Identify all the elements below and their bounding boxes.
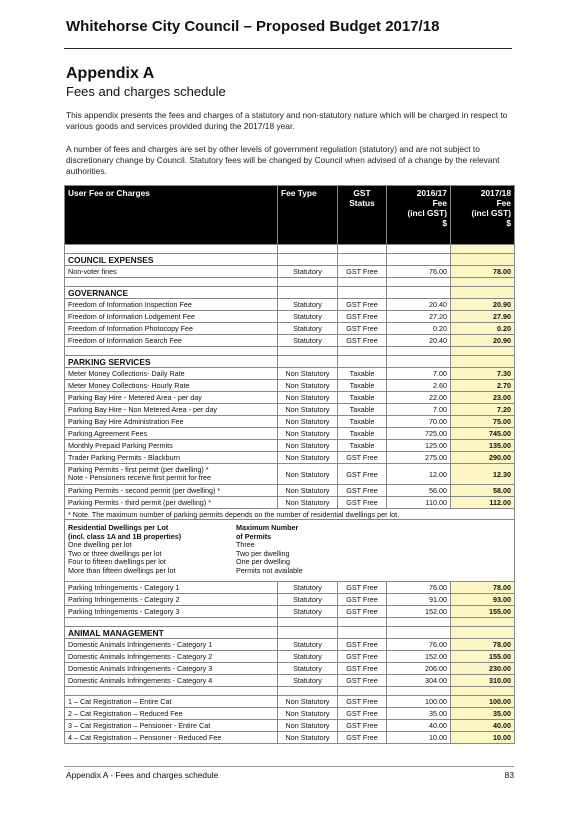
table-row: 1 – Cat Registration – Entire Cat Non Statutory GST Free 100.00 100.00 — [65, 696, 515, 708]
header-gst-status: GST Status — [338, 186, 387, 245]
header-fee-type: Fee Type — [278, 186, 338, 245]
appendix-title: Appendix A — [66, 65, 155, 82]
table-row: Meter Money Collections- Hourly Rate Non Statutory Taxable 2.60 2.70 — [65, 380, 515, 392]
table-row: Trader Parking Permits - Blackburn Non Statutory GST Free 275.00 290.00 — [65, 452, 515, 464]
section-parking-services: PARKING SERVICES — [65, 356, 515, 368]
header-fee-2017-18: 2017/18 Fee (incl GST) $ — [451, 186, 515, 245]
table-row: 4 – Cat Registration – Pensioner - Reduced Fee Non Statutory GST Free 10.00 10.00 — [65, 732, 515, 744]
table-row: Domestic Animals Infringements - Category 1 Statutory GST Free 76.00 78.00 — [65, 639, 515, 651]
table-row: Parking Infringements - Category 3 Statutory GST Free 152.00 155.00 — [65, 606, 515, 618]
spacer-row — [65, 618, 515, 627]
section-animal-management: ANIMAL MANAGEMENT — [65, 627, 515, 639]
table-row: Parking Permits - second permit (per dwelling) * Non Statutory GST Free 56.00 58.00 — [65, 485, 515, 497]
table-row: Parking Bay Hire Administration Fee Non Statutory Taxable 70.00 75.00 — [65, 416, 515, 428]
table-row: Parking Permits - third permit (per dwelling) * Non Statutory GST Free 110.00 112.00 — [65, 497, 515, 509]
footer-section-title: Appendix A - Fees and charges schedule — [66, 770, 219, 780]
table-row: Parking Bay Hire - Non Metered Area - per day Non Statutory Taxable 7.00 7.20 — [65, 404, 515, 416]
header-user-fee: User Fee or Charges — [65, 186, 278, 245]
page-number: 83 — [504, 770, 514, 780]
table-row: Parking Infringements - Category 2 Statutory GST Free 91.00 93.00 — [65, 594, 515, 606]
table-row: Freedom of Information Inspection Fee Statutory GST Free 20.40 20.90 — [65, 299, 515, 311]
residential-dwellings-row — [65, 520, 515, 582]
intro-paragraph-1: This appendix presents the fees and charges of a statutory and non-statutory nature which will be charged in respect to various goods and services provided during the 2017/18 year. — [66, 110, 508, 131]
page-header-title: Whitehorse City Council – Proposed Budget 2017/18 — [66, 18, 440, 35]
spacer-row — [65, 245, 515, 254]
table-row: Monthly Prepaid Parking Permits Non Statutory Taxable 125.00 135.00 — [65, 440, 515, 452]
table-row: Parking Bay Hire - Metered Area - per day Non Statutory Taxable 22.00 23.00 — [65, 392, 515, 404]
table-row: Domestic Animals Infringements - Category 4 Statutory GST Free 304.00 310.00 — [65, 675, 515, 687]
table-row: Meter Money Collections- Daily Rate Non Statutory Taxable 7.00 7.30 — [65, 368, 515, 380]
table-header-row — [65, 186, 515, 245]
residential-dwellings-table: Residential Dwellings per Lot (incl. class 1A and 1B properties) One dwelling per lot Two or three dwellings per lot Four to fifteen dwellings per lot More than fifteen dwellings per lot Maximum Number of Permits Three Two per dwelling One per dwelling Permits not available — [68, 523, 303, 575]
spacer-row — [65, 687, 515, 696]
table-row: Domestic Animals Infringements - Category 3 Statutory GST Free 206.00 230.00 — [65, 663, 515, 675]
table-row: Parking Permits - first permit (per dwelling) * Note - Pensioners receive first permit for free Non Statutory GST Free 12.00 12.30 — [65, 464, 515, 485]
table-row: Parking Agreement Fees Non Statutory Taxable 725.00 745.00 — [65, 428, 515, 440]
table-row: 3 – Cat Registration – Pensioner - Entire Cat Non Statutory GST Free 40.00 40.00 — [65, 720, 515, 732]
parking-note: * Note. The maximum number of parking permits depends on the number of residential dwellings per lot. — [65, 509, 515, 520]
fees-table — [64, 185, 515, 744]
appendix-subtitle: Fees and charges schedule — [66, 84, 226, 99]
table-row: 2 – Cat Registration – Reduced Fee Non Statutory GST Free 35.00 35.00 — [65, 708, 515, 720]
table-row: Parking Infringements - Category 1 Statutory GST Free 76.00 78.00 — [65, 582, 515, 594]
section-council-expenses: COUNCIL EXPENSES — [65, 254, 515, 266]
parking-note-row — [65, 509, 515, 520]
footer-rule — [64, 766, 514, 767]
intro-paragraph-2: A number of fees and charges are set by other levels of government regulation (statutory) and are not subject to discretionary change by Council. Statutory fees will be changed by Council when advised of a change by the relevant authorities. — [66, 144, 500, 176]
section-governance: GOVERNANCE — [65, 287, 515, 299]
first-permit-label: Parking Permits - first permit (per dwelling) * — [68, 465, 209, 474]
table-row: Freedom of Information Search Fee Statutory GST Free 20.40 20.90 — [65, 335, 515, 347]
table-row: Freedom of Information Photocopy Fee Statutory GST Free 0.20 0.20 — [65, 323, 515, 335]
first-permit-note: Note - Pensioners receive first permit for free — [68, 473, 212, 482]
header-fee-2016-17: 2016/17 Fee (incl GST) $ — [387, 186, 451, 245]
table-row: Domestic Animals Infringements - Category 2 Statutory GST Free 152.00 155.00 — [65, 651, 515, 663]
spacer-row — [65, 347, 515, 356]
table-row: Freedom of Information Lodgement Fee Statutory GST Free 27.20 27.90 — [65, 311, 515, 323]
header-rule — [64, 48, 512, 49]
spacer-row — [65, 278, 515, 287]
table-row: Non-voter fines Statutory GST Free 76.00 78.00 — [65, 266, 515, 278]
